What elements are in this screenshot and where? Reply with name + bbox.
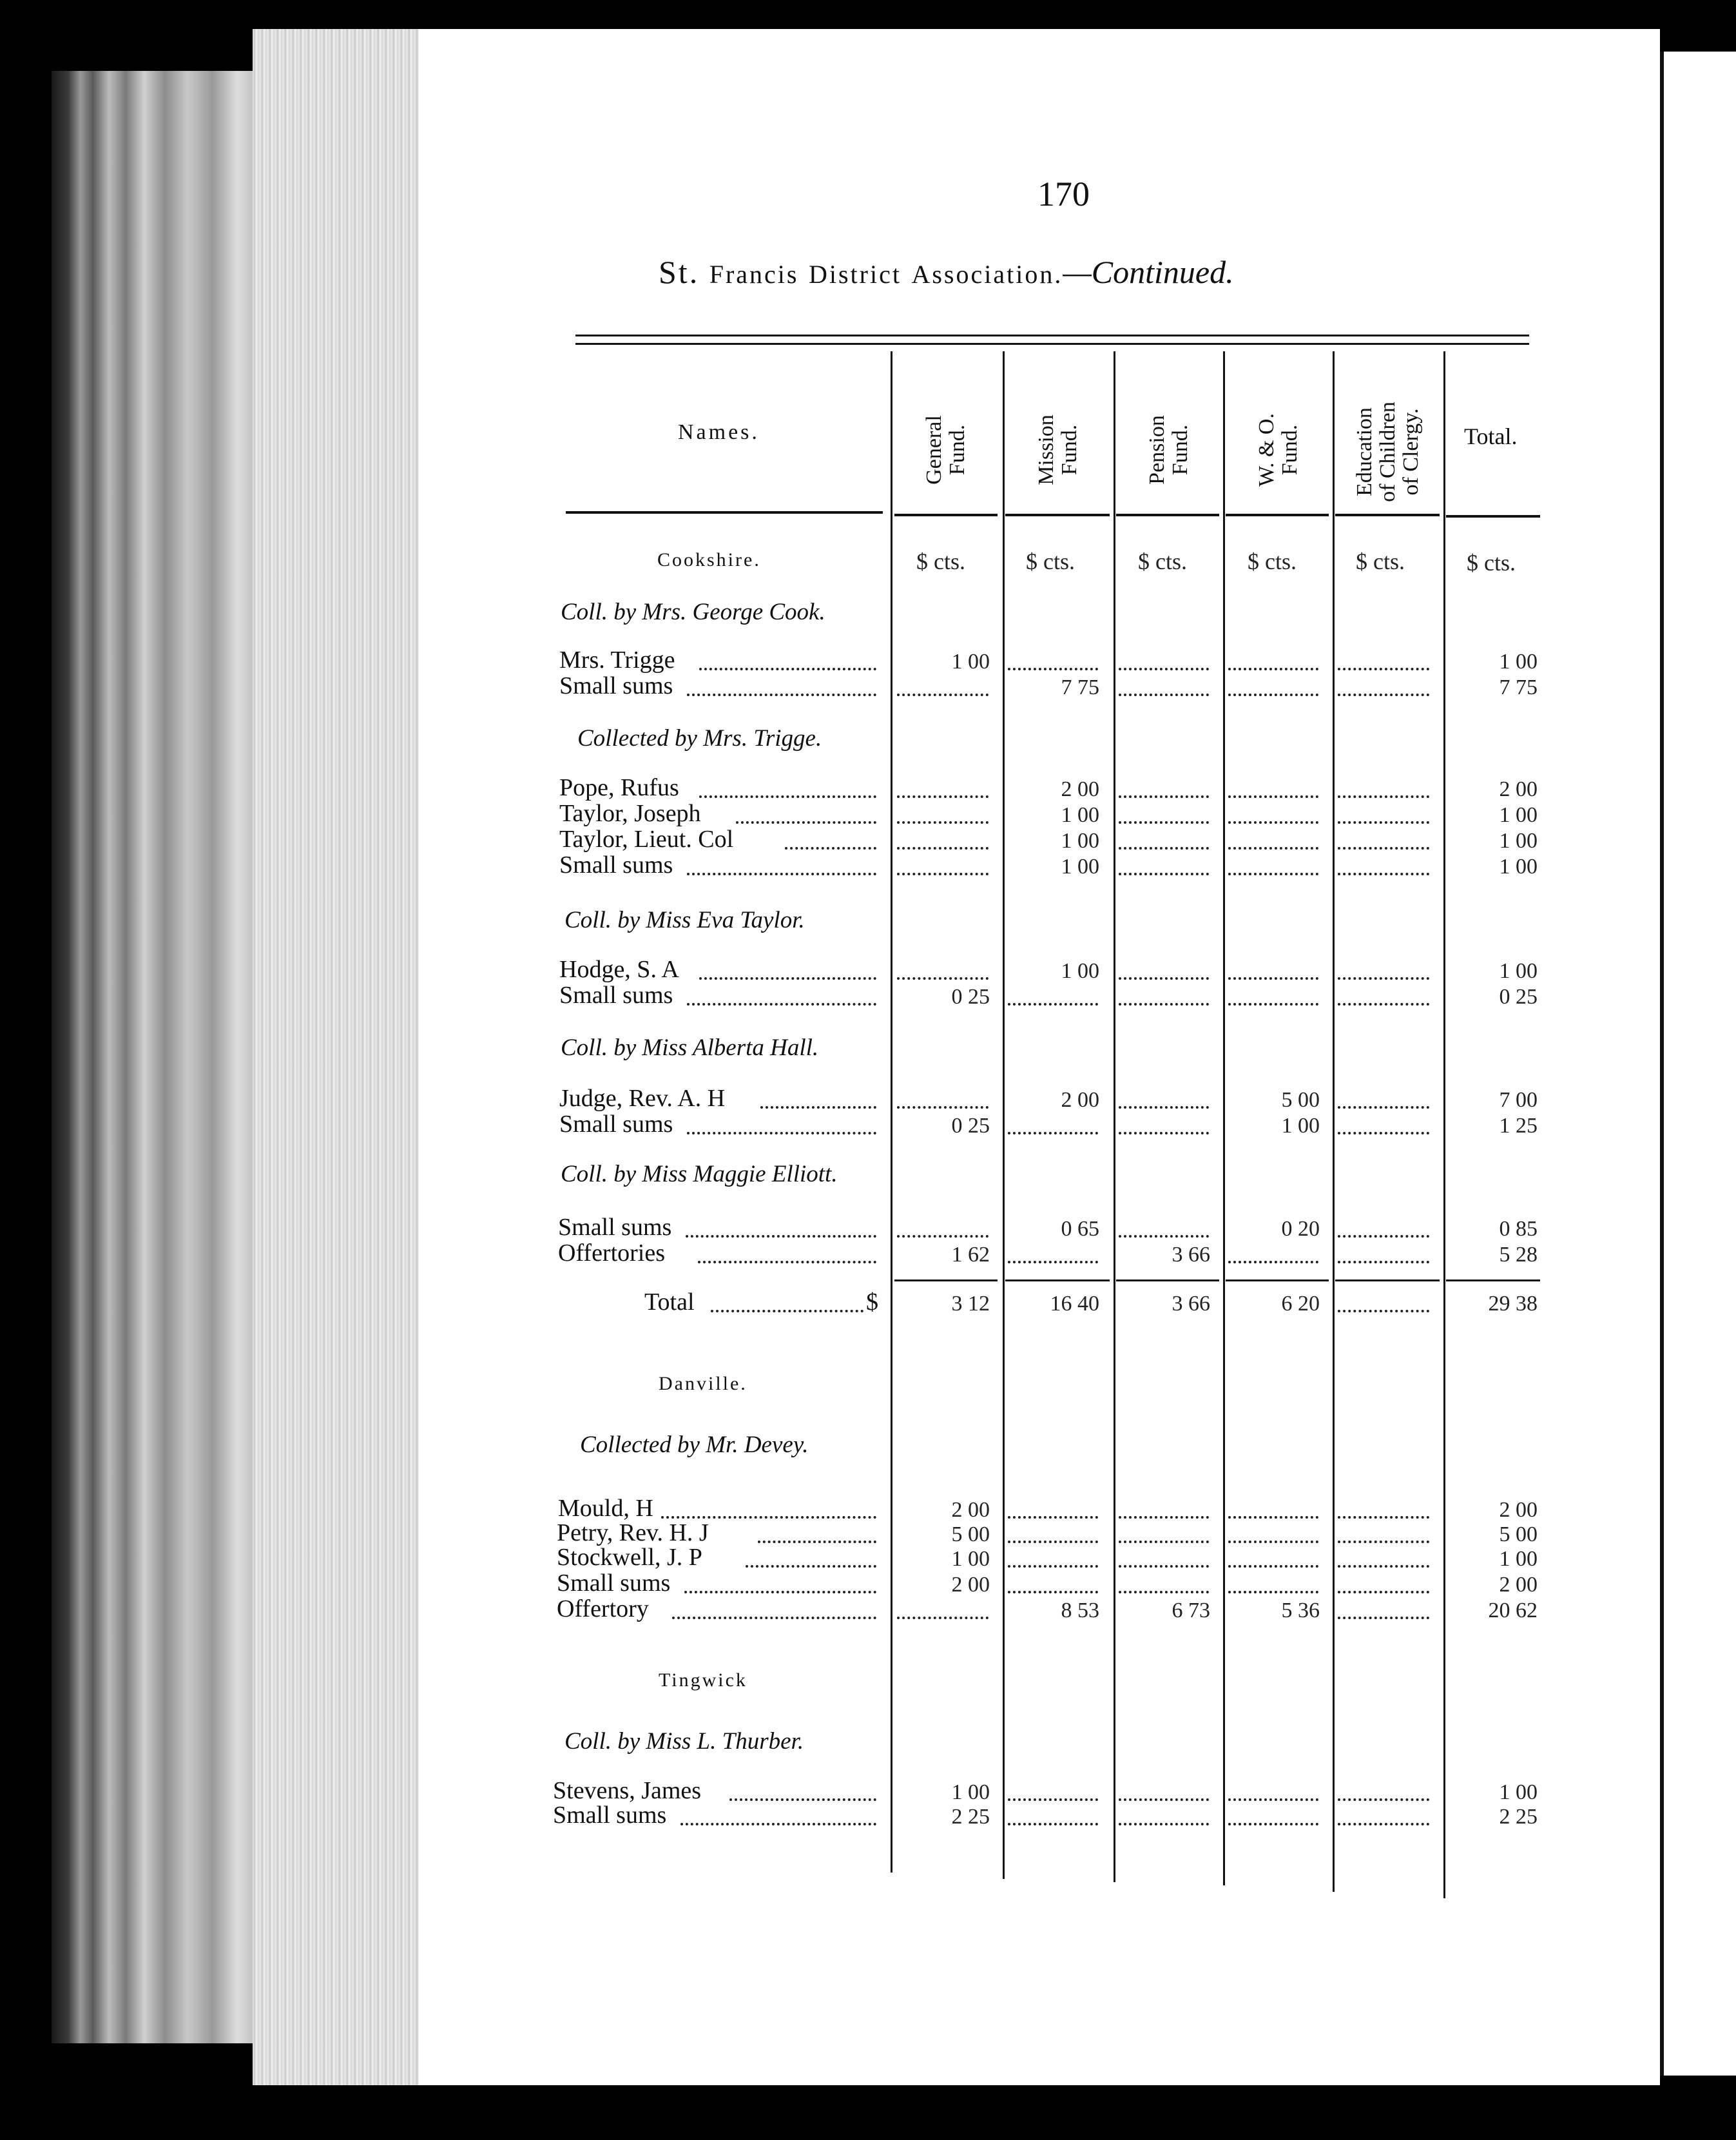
cell-total: 5 00 [1499, 1522, 1538, 1546]
header-line: of Children [1376, 402, 1400, 502]
cell-mission: 1 00 [1061, 803, 1099, 827]
empty-cell-dots [1228, 1565, 1318, 1568]
total-column-header: Total. [1464, 423, 1518, 449]
empty-cell-dots [1338, 1798, 1429, 1801]
cell-wo: 1 00 [1281, 1114, 1320, 1138]
cell-wo: 5 36 [1281, 1599, 1320, 1622]
total-separator [1226, 1279, 1329, 1281]
book-spine-edge [52, 71, 258, 2043]
empty-cell-dots [1228, 694, 1318, 696]
empty-cell-dots [1228, 1516, 1318, 1519]
row-name: Pope, Rufus [559, 774, 679, 801]
total-separator [1335, 1279, 1440, 1281]
empty-cell-dots [897, 847, 989, 850]
empty-cell-dots [1228, 668, 1318, 670]
leader-dots [684, 1591, 876, 1593]
empty-cell-dots [1338, 873, 1429, 875]
cell-pension: 6 73 [1172, 1599, 1210, 1622]
row-name: Small sums [558, 1214, 672, 1241]
empty-cell-dots [1119, 668, 1209, 670]
cell-total: 2 25 [1499, 1805, 1538, 1829]
cell-total: 1 00 [1499, 1547, 1538, 1571]
cell-total: 0 25 [1499, 985, 1538, 1009]
empty-cell-dots [1119, 1823, 1209, 1825]
row-name: Mrs. Trigge [559, 647, 675, 674]
cell-total: 2 00 [1499, 777, 1538, 801]
empty-cell-dots [1008, 1261, 1098, 1263]
empty-cell-dots [1338, 1823, 1429, 1825]
cell-general: 2 00 [951, 1573, 990, 1597]
empty-cell-dots [1119, 795, 1209, 798]
empty-cell-dots [1338, 1132, 1429, 1134]
empty-cell-dots [1338, 1310, 1429, 1312]
header-line: Pension [1145, 415, 1169, 485]
leader-dots [760, 1106, 876, 1109]
cell-mission: 1 00 [1061, 855, 1099, 879]
cell-total: 1 00 [1499, 650, 1538, 674]
header-bottom-rule [1335, 514, 1440, 516]
empty-cell-dots [1119, 1541, 1209, 1543]
total-separator [1116, 1279, 1219, 1281]
header-double-rule [575, 335, 1529, 345]
empty-cell-dots [1338, 977, 1429, 980]
collector-line: Collected by Mrs. Trigge. [577, 725, 822, 752]
cell-total: 1 00 [1499, 829, 1538, 853]
empty-cell-dots [1008, 1541, 1098, 1543]
header-line: Fund. [1168, 424, 1192, 476]
cell-general: 1 00 [951, 650, 990, 674]
row-name: Total [644, 1289, 695, 1316]
title-continued: —Continued. [1063, 254, 1234, 290]
empty-cell-dots [1228, 1591, 1318, 1593]
header-line: of Clergy. [1399, 408, 1423, 496]
mission-fund-header [1035, 395, 1084, 505]
empty-cell-dots [1008, 1823, 1098, 1825]
section-heading-cookshire: Cookshire. [657, 549, 761, 570]
cell-total: 5 28 [1499, 1243, 1538, 1267]
cell-mission: 16 40 [1050, 1292, 1099, 1316]
cell-mission: 1 00 [1061, 959, 1099, 983]
empty-cell-dots [1228, 847, 1318, 850]
leader-dots [687, 694, 876, 696]
cell-general: 1 00 [951, 1547, 990, 1571]
header-bottom-rule [1005, 514, 1110, 516]
pension-fund-header [1146, 395, 1195, 505]
empty-cell-dots [1338, 1106, 1429, 1109]
empty-cell-dots [1119, 1235, 1209, 1238]
col-rule-5 [1333, 351, 1335, 1892]
cell-total: 1 00 [1499, 1780, 1538, 1804]
cell-mission: 8 53 [1061, 1599, 1099, 1622]
cell-mission: 2 00 [1061, 777, 1099, 801]
cell-mission: 1 00 [1061, 829, 1099, 853]
cell-total: 2 00 [1499, 1498, 1538, 1522]
education-fund-header [1353, 378, 1424, 526]
header-bottom-rule [1226, 514, 1329, 516]
empty-cell-dots [1119, 1565, 1209, 1568]
leader-dots [687, 1132, 876, 1134]
leader-dots [687, 873, 876, 875]
cell-total: 20 62 [1488, 1599, 1538, 1622]
col-rule-1 [891, 351, 892, 1872]
empty-cell-dots [1008, 1798, 1098, 1801]
cell-total: 7 00 [1499, 1088, 1538, 1112]
header-line: Fund. [1278, 424, 1302, 476]
empty-cell-dots [1119, 873, 1209, 875]
empty-cell-dots [1338, 1565, 1429, 1568]
cell-total: 1 00 [1499, 959, 1538, 983]
row-name: Hodge, S. A [559, 956, 679, 983]
header-bottom-rule [1116, 514, 1219, 516]
collector-line: Coll. by Miss Maggie Elliott. [561, 1161, 838, 1187]
total-separator [1446, 1279, 1540, 1281]
empty-cell-dots [1119, 977, 1209, 980]
empty-cell-dots [897, 1617, 989, 1619]
empty-cell-dots [1338, 1261, 1429, 1263]
empty-cell-dots [1228, 795, 1318, 798]
title-word-2: Francis [709, 260, 799, 289]
leader-dots [680, 1823, 876, 1825]
cell-total: 1 25 [1499, 1114, 1538, 1138]
empty-cell-dots [1338, 668, 1429, 670]
row-name: Judge, Rev. A. H [559, 1085, 726, 1112]
empty-cell-dots [1338, 1003, 1429, 1006]
header-bottom-rule [894, 514, 998, 516]
cell-general: 1 62 [951, 1243, 990, 1267]
col-rule-3 [1114, 351, 1115, 1882]
empty-cell-dots [1338, 1516, 1429, 1519]
cell-total: 2 00 [1499, 1573, 1538, 1597]
leader-dots [699, 668, 876, 670]
header-line: Fund. [1057, 424, 1081, 476]
cell-total: 7 75 [1499, 676, 1538, 699]
unit-label: $ cts. [916, 549, 965, 574]
leader-dots [746, 1565, 876, 1568]
row-name: Small sums [553, 1802, 667, 1829]
col-rule-6 [1443, 351, 1445, 1898]
empty-cell-dots [1119, 821, 1209, 824]
empty-cell-dots [1119, 847, 1209, 850]
empty-cell-dots [1228, 1003, 1318, 1006]
cell-general: 2 25 [951, 1805, 990, 1829]
cell-general: 3 12 [951, 1292, 990, 1316]
page-title [659, 253, 1234, 291]
cell-wo: 0 20 [1281, 1217, 1320, 1241]
row-name: Small sums [559, 851, 673, 879]
empty-cell-dots [1228, 1823, 1318, 1825]
cell-total: 0 85 [1499, 1217, 1538, 1241]
empty-cell-dots [1119, 1798, 1209, 1801]
empty-cell-dots [1338, 847, 1429, 850]
unit-label: $ cts. [1248, 549, 1297, 574]
leader-dots [699, 977, 876, 980]
empty-cell-dots [1119, 1591, 1209, 1593]
empty-cell-dots [1119, 1132, 1209, 1134]
empty-cell-dots [1228, 1798, 1318, 1801]
unit-label: $ cts. [1356, 549, 1405, 574]
cell-general: 0 25 [951, 985, 990, 1009]
collector-line: Coll. by Miss Eva Taylor. [564, 907, 805, 933]
title-word-3: District [808, 260, 902, 289]
names-column-header: Names. [678, 420, 760, 444]
unit-label: $ cts. [1026, 549, 1075, 574]
empty-cell-dots [897, 694, 989, 696]
row-name: Petry, Rev. H. J [557, 1519, 709, 1546]
row-name: Taylor, Joseph [559, 800, 701, 827]
empty-cell-dots [1008, 668, 1098, 670]
cell-mission: 2 00 [1061, 1088, 1099, 1112]
col-rule-4 [1223, 351, 1225, 1885]
empty-cell-dots [1338, 795, 1429, 798]
leader-dots [687, 1003, 876, 1006]
empty-cell-dots [1338, 821, 1429, 824]
empty-cell-dots [897, 821, 989, 824]
leader-dots [698, 1261, 876, 1263]
empty-cell-dots [897, 873, 989, 875]
empty-cell-dots [1008, 1516, 1098, 1519]
leader-dots [711, 1310, 863, 1312]
empty-cell-dots [1338, 1591, 1429, 1593]
cell-general: 1 00 [951, 1780, 990, 1804]
section-heading-tingwick: Tingwick [659, 1669, 747, 1691]
header-line: Mission [1034, 414, 1058, 485]
leader-dots [699, 795, 876, 798]
row-name: Offertories [558, 1240, 666, 1267]
empty-cell-dots [1338, 694, 1429, 696]
empty-cell-dots [1338, 1541, 1429, 1543]
collector-line: Coll. by Miss L. Thurber. [564, 1728, 804, 1755]
leader-dots [729, 1798, 876, 1801]
row-name: Small sums [559, 1111, 673, 1138]
cell-wo: 5 00 [1281, 1088, 1320, 1112]
leader-dots [672, 1617, 876, 1619]
total-separator [1005, 1279, 1110, 1281]
cell-pension: 3 66 [1172, 1292, 1210, 1316]
unit-label: $ cts. [1467, 550, 1516, 576]
empty-cell-dots [1228, 1541, 1318, 1543]
facing-page [1664, 52, 1736, 2076]
cell-general: 5 00 [951, 1522, 990, 1546]
row-name: Stevens, James [553, 1777, 702, 1804]
collector-line: Collected by Mr. Devey. [580, 1432, 809, 1458]
header-bottom-rule [566, 511, 883, 514]
empty-cell-dots [897, 795, 989, 798]
empty-cell-dots [1008, 1132, 1098, 1134]
leader-dots [758, 1541, 876, 1543]
empty-cell-dots [1228, 1261, 1318, 1263]
empty-cell-dots [897, 1106, 989, 1109]
row-name: Small sums [559, 982, 673, 1009]
collector-line: Coll. by Mrs. George Cook. [561, 599, 825, 625]
cell-total: 29 38 [1488, 1292, 1538, 1316]
row-name: Offertory [557, 1595, 649, 1622]
empty-cell-dots [1008, 1003, 1098, 1006]
general-fund-header [923, 395, 972, 505]
row-name: Taylor, Lieut. Col [559, 826, 734, 853]
page-number: 170 [1037, 175, 1090, 213]
empty-cell-dots [1338, 1617, 1429, 1619]
cell-general: 0 25 [951, 1114, 990, 1138]
total-separator [894, 1279, 998, 1281]
row-name: Stockwell, J. P [557, 1544, 702, 1571]
cell-general: 2 00 [951, 1498, 990, 1522]
header-line: General [922, 415, 946, 485]
header-bottom-rule [1446, 515, 1540, 518]
collector-line: Coll. by Miss Alberta Hall. [561, 1035, 819, 1061]
section-heading-danville: Danville. [659, 1373, 747, 1394]
empty-cell-dots [1119, 1106, 1209, 1109]
empty-cell-dots [1228, 977, 1318, 980]
empty-cell-dots [897, 977, 989, 980]
leader-dots [785, 847, 876, 850]
empty-cell-dots [1119, 1516, 1209, 1519]
empty-cell-dots [1008, 1591, 1098, 1593]
cell-mission: 7 75 [1061, 676, 1099, 699]
wo-fund-header [1255, 395, 1304, 505]
header-line: W. & O. [1255, 413, 1278, 487]
title-word-4: Association. [911, 260, 1063, 289]
unit-label: $ cts. [1138, 549, 1187, 574]
cell-pension: 3 66 [1172, 1243, 1210, 1267]
leader-dots [736, 821, 876, 824]
row-name: Small sums [557, 1570, 671, 1597]
header-line: Fund. [945, 424, 969, 476]
cell-wo: 6 20 [1281, 1292, 1320, 1316]
cell-mission: 0 65 [1061, 1217, 1099, 1241]
empty-cell-dots [1008, 1565, 1098, 1568]
empty-cell-dots [1338, 1235, 1429, 1238]
row-name: Mould, H [558, 1495, 653, 1522]
cell-total: 1 00 [1499, 855, 1538, 879]
leader-dots [686, 1235, 876, 1238]
row-name: Small sums [559, 672, 673, 699]
title-word-1: St. [659, 254, 700, 290]
empty-cell-dots [1119, 694, 1209, 696]
col-rule-2 [1003, 351, 1005, 1879]
header-line: Education [1353, 407, 1376, 496]
empty-cell-dots [1119, 1003, 1209, 1006]
empty-cell-dots [897, 1235, 989, 1238]
cell-total: 1 00 [1499, 803, 1538, 827]
empty-cell-dots [1228, 821, 1318, 824]
page-stack-edge [253, 29, 419, 2085]
empty-cell-dots [1228, 873, 1318, 875]
row-name-suffix: $ [866, 1289, 878, 1316]
